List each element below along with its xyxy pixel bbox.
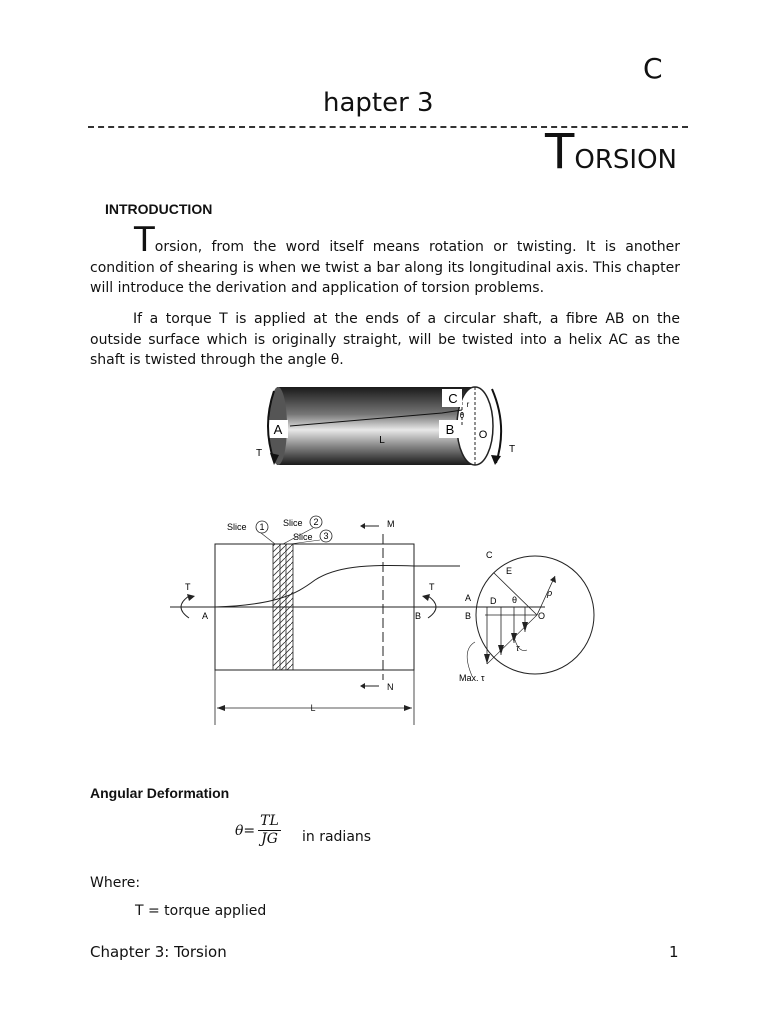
label-n: N [387, 682, 394, 692]
label-tau: τ [516, 643, 520, 653]
slice-3-number: 3 [323, 531, 329, 541]
leader-1 [261, 533, 275, 544]
label-l: L [310, 703, 316, 713]
angle-formula [235, 813, 281, 848]
label-o: O [478, 429, 488, 441]
label-a: A [273, 422, 283, 437]
page-number: 1 [669, 943, 679, 961]
drop-cap: T [134, 220, 155, 260]
intro-paragraph-1-text: orsion, from the word itself means rotation or twisting. It is another condition of shearing is when we twist a bar along its longitudinal axis. This chapter will introduce the derivation and application of torsion problems. [90, 239, 680, 296]
slice-1-number: 1 [259, 522, 265, 532]
label-max-tau: Max. τ [459, 673, 485, 683]
label-rho: ρ [547, 588, 553, 598]
formula-numerator: TL [260, 813, 279, 829]
label-r: r [466, 400, 470, 409]
footer-chapter: Chapter 3: Torsion [90, 943, 227, 961]
chapter-title [545, 124, 677, 180]
shaft-twist-figure [252, 383, 522, 468]
angular-deformation-heading: Angular Deformation [90, 785, 230, 801]
label-a: A [465, 593, 472, 603]
label-e: E [506, 566, 513, 576]
label-t-right: T [508, 444, 516, 455]
formula-denominator: JG [261, 831, 278, 847]
tau-envelope [487, 615, 537, 664]
label-a-left: A [202, 611, 209, 621]
label-t-left: T [185, 582, 191, 592]
torque-arrowhead-right [491, 455, 501, 465]
rho-arrowhead [550, 576, 556, 583]
label-o: O [538, 611, 546, 621]
arrowhead-n [360, 683, 365, 689]
label-c: C [486, 550, 493, 560]
arrowhead-m [360, 523, 365, 529]
formula-lhs: θ= [235, 822, 256, 839]
formula-units: in radians [302, 829, 372, 845]
dim-arrow-left [217, 705, 225, 711]
label-c: C [448, 391, 458, 406]
label-slice-1: Slice [227, 522, 247, 532]
tau-head-2 [511, 633, 517, 643]
label-theta: θ [512, 595, 518, 605]
twisted-fibre [215, 565, 460, 607]
label-b: B [465, 611, 472, 621]
label-slice-3: Slice [293, 532, 313, 542]
torque-left-head [187, 594, 195, 601]
label-t-right: T [429, 582, 435, 592]
label-t-left: T [255, 448, 263, 459]
radius-oc [494, 573, 537, 615]
radius-rho [537, 576, 555, 615]
label-theta: θ [459, 411, 465, 420]
formula-fraction [258, 813, 281, 848]
max-tau-leader [467, 642, 475, 676]
label-l: L [379, 435, 385, 446]
dim-arrow-right [404, 705, 412, 711]
intro-paragraph-2: If a torque T is applied at the ends of a circular shaft, a fibre AB on the outside surface which is originally straight, will be twisted into a helix AC as the shaft is twisted through the angle θ. [90, 311, 680, 368]
chapter-heading: hapter 3 [323, 88, 434, 118]
title-rest: ORSION [574, 145, 677, 175]
label-d: D [490, 596, 497, 606]
chapter-letter: C [643, 52, 663, 85]
title-capital: T [545, 124, 575, 180]
intro-paragraph-1 [90, 220, 680, 299]
label-m: M [387, 519, 395, 529]
shear-strain-figure [165, 510, 595, 730]
torque-definition: T = torque applied [135, 903, 267, 919]
label-slice-2: Slice [283, 518, 303, 528]
where-label: Where: [90, 875, 141, 891]
torque-right-head [422, 594, 430, 601]
tau-head-max [484, 654, 490, 664]
intro-heading: INTRODUCTION [105, 201, 213, 217]
slice-2-number: 2 [313, 517, 319, 527]
label-b-right: B [415, 611, 422, 621]
label-b: B [445, 422, 455, 437]
